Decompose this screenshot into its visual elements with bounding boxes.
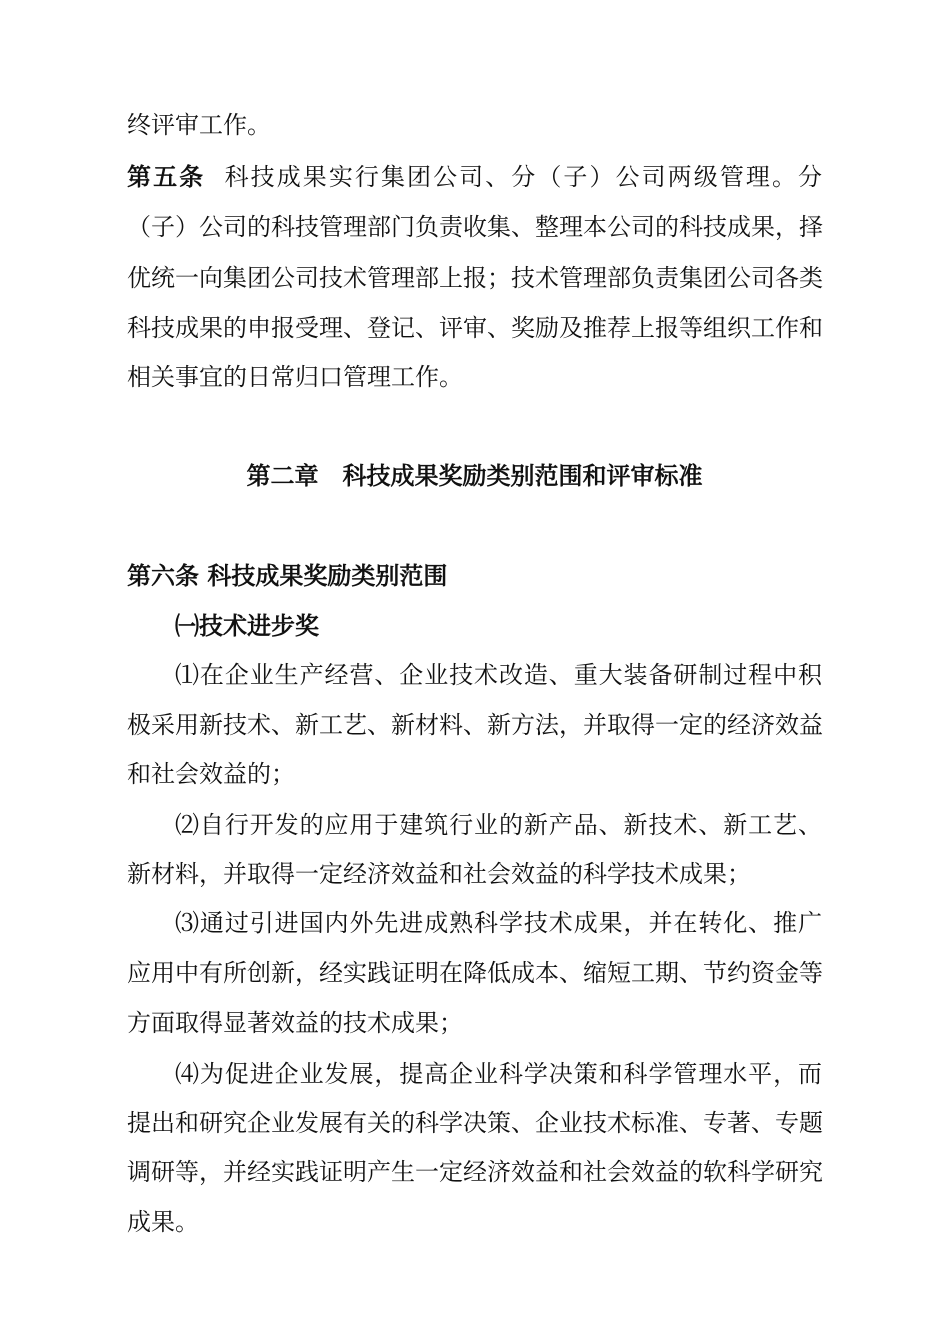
- item-1-line-2: 极采用新技术、新工艺、新材料、新方法，并取得一定的经济效益: [127, 711, 823, 739]
- item-4-line-2: 提出和研究企业发展有关的科学决策、企业技术标准、专著、专题: [127, 1109, 823, 1137]
- article-5-label: 第五条: [127, 163, 206, 191]
- item-1-line-1: ⑴在企业生产经营、企业技术改造、重大装备研制过程中积: [175, 661, 822, 689]
- item-4-line-1: ⑷为促进企业发展，提高企业科学决策和科学管理水平，而: [175, 1060, 822, 1088]
- item-2-line-2: 新材料，并取得一定经济效益和社会效益的科学技术成果；: [127, 860, 751, 888]
- article-5-text: 科技成果实行集团公司、分（子）公司两级管理。分: [224, 163, 823, 191]
- article-5-line-5: 相关事宜的日常归口管理工作。: [127, 363, 463, 391]
- article-6-heading: 第六条 科技成果奖励类别范围: [127, 562, 448, 590]
- item-3-line-3: 方面取得显著效益的技术成果；: [127, 1009, 463, 1037]
- item-1-line-3: 和社会效益的；: [127, 760, 295, 788]
- item-4-line-3: 调研等，并经实践证明产生一定经济效益和社会效益的软科学研究: [127, 1158, 823, 1186]
- item-3-line-1: ⑶通过引进国内外先进成熟科学技术成果，并在转化、推广: [175, 909, 822, 937]
- item-3-line-2: 应用中有所创新，经实践证明在降低成本、缩短工期、节约资金等: [127, 959, 823, 987]
- article-6-subheading: ㈠技术进步奖: [175, 612, 319, 640]
- item-2-line-1: ⑵自行开发的应用于建筑行业的新产品、新技术、新工艺、: [175, 811, 822, 839]
- chapter-2-title: 第二章 科技成果奖励类别范围和评审标准: [246, 462, 703, 490]
- paragraph-tail-line: 终评审工作。: [127, 111, 271, 139]
- article-5-line-2: （子）公司的科技管理部门负责收集、整理本公司的科技成果，择: [127, 213, 823, 241]
- item-4-line-4: 成果。: [127, 1208, 199, 1236]
- article-5-line-3: 优统一向集团公司技术管理部上报；技术管理部负责集团公司各类: [127, 264, 823, 292]
- article-5-line-4: 科技成果的申报受理、登记、评审、奖励及推荐上报等组织工作和: [127, 314, 823, 342]
- article-5-line-1: [127, 162, 822, 192]
